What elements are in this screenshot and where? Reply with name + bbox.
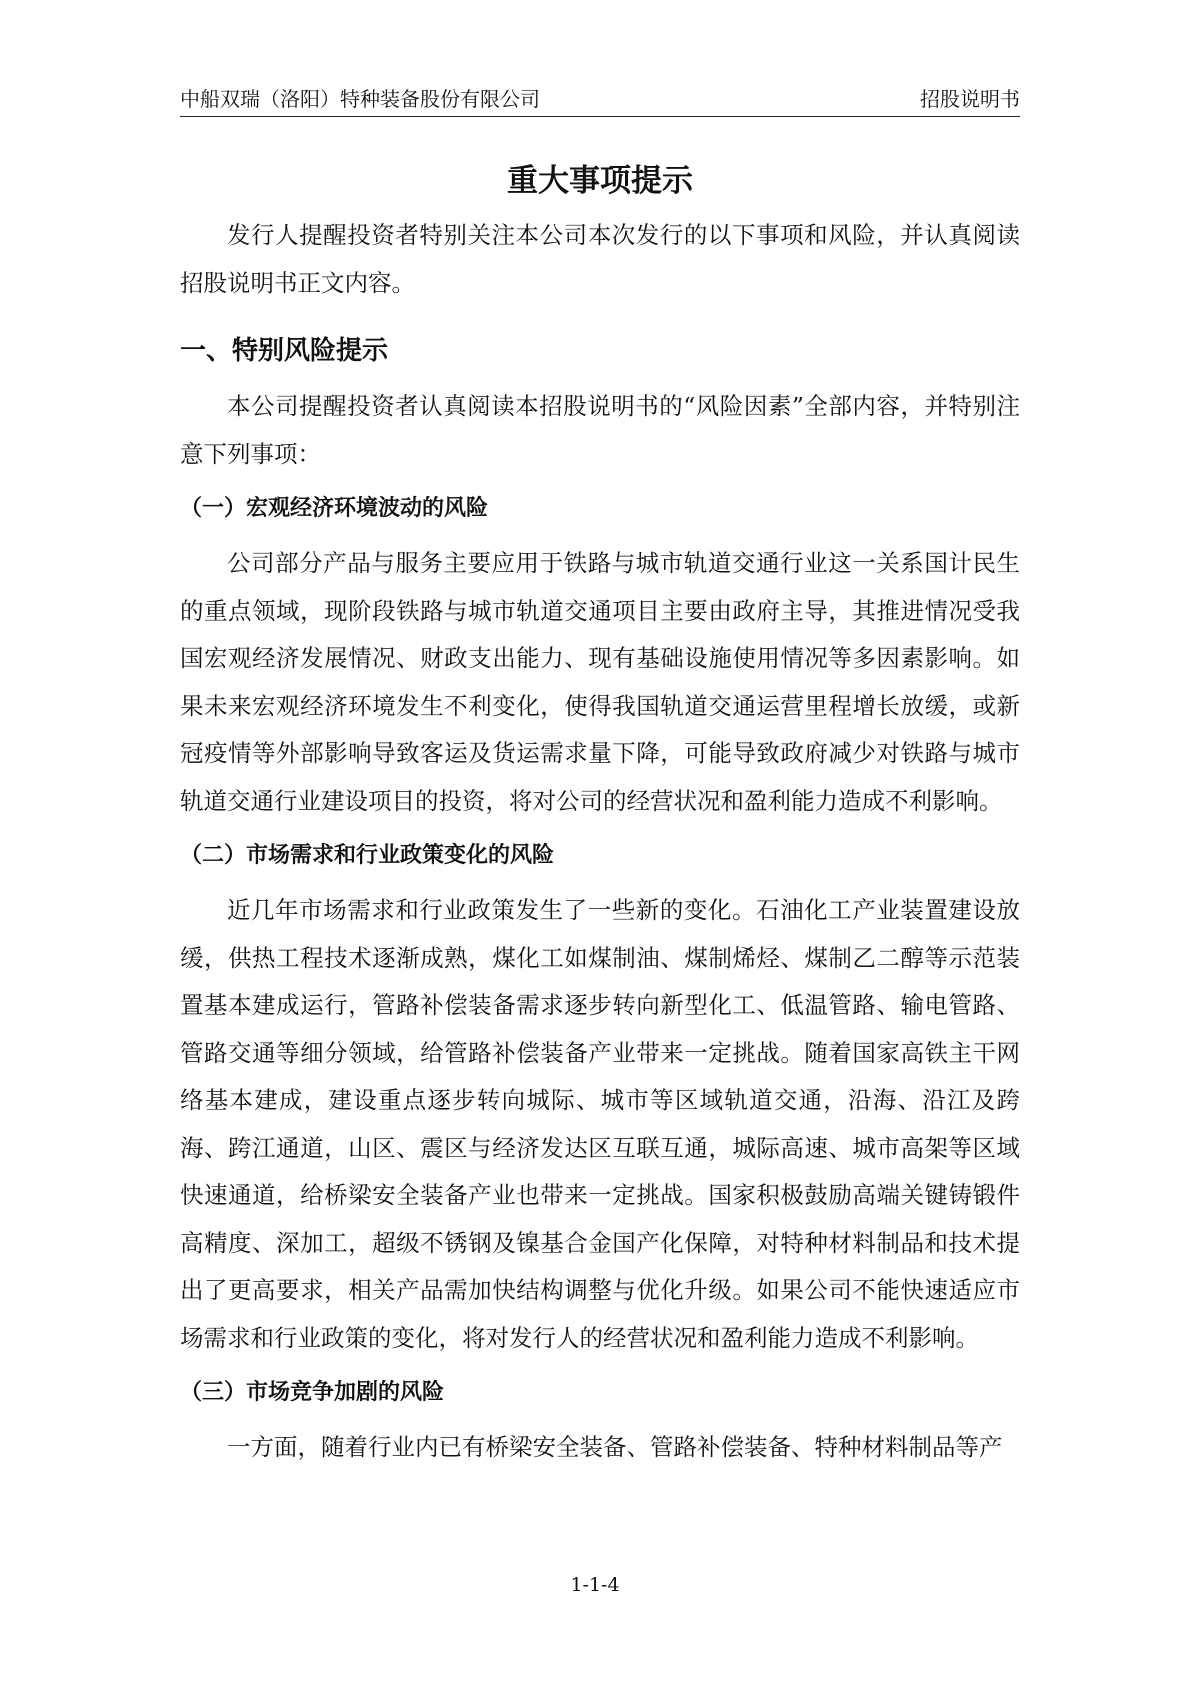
risk-heading-market-policy: （二）市场需求和行业政策变化的风险: [180, 843, 555, 868]
risk-heading-macro: （一）宏观经济环境波动的风险: [180, 496, 489, 521]
risk-heading-competition: （三）市场竞争加剧的风险: [180, 1380, 445, 1405]
header-document-type: 招股说明书: [920, 87, 1020, 111]
section-heading-special-risk: 一、特别风险提示: [180, 336, 389, 366]
risk-body-market-policy: 近几年市场需求和行业政策发生了一些新的变化。石油化工产业装置建设放缓，供热工程技术逐渐成熟，煤化工如煤制油、煤制烯烃、煤制乙二醇等示范装置基本建成运行，管路补偿装备需求逐步转向新型化工、低温管路、输电管路、管路交通等细分领域，给管路补偿装备产业带来一定挑战。随着国家高铁主干网络基本建成，建设重点逐步转向城际、城市等区域轨道交通，沿海、沿江及跨海、跨江通道，山区、震区与经济发达区互联互通，城际高速、城市高架等区域快速通道，给桥梁安全装备产业也带来一定挑战。国家积极鼓励高端关键铸锻件高精度、深加工，超级不锈钢及镍基合金国产化保障，对特种材料制品和技术提出了更高要求，相关产品需加快结构调整与优化升级。如果公司不能快速适应市场需求和行业政策的变化，将对发行人的经营状况和盈利能力造成不利影响。: [180, 896, 1020, 1352]
header-company-name: 中船双瑞（洛阳）特种装备股份有限公司: [180, 87, 540, 111]
page-header: [180, 82, 1020, 117]
page-content: [180, 150, 1020, 1472]
page-number: 1-1-4: [570, 1574, 620, 1596]
risk-body-macro: 公司部分产品与服务主要应用于铁路与城市轨道交通行业这一关系国计民生的重点领域，现阶段铁路与城市轨道交通项目主要由政府主导，其推进情况受我国宏观经济发展情况、财政支出能力、现有基础设施使用情况等多因素影响。如果未来宏观经济环境发生不利变化，使得我国轨道交通运营里程增长放缓，或新冠疫情等外部影响导致客运及货运需求量下降，可能导致政府减少对铁路与城市轨道交通行业建设项目的投资，将对公司的经营状况和盈利能力造成不利影响。: [180, 549, 1020, 815]
intro-paragraph: 发行人提醒投资者特别关注本公司本次发行的以下事项和风险，并认真阅读招股说明书正文内容。: [180, 221, 1020, 297]
section-lead-paragraph: 本公司提醒投资者认真阅读本招股说明书的“风险因素”全部内容，并特别注意下列事项：: [180, 392, 1020, 468]
risk-body-competition: 一方面，随着行业内已有桥梁安全装备、管路补偿装备、特种材料制品等产: [227, 1433, 1003, 1461]
page-title: 重大事项提示: [507, 163, 693, 199]
